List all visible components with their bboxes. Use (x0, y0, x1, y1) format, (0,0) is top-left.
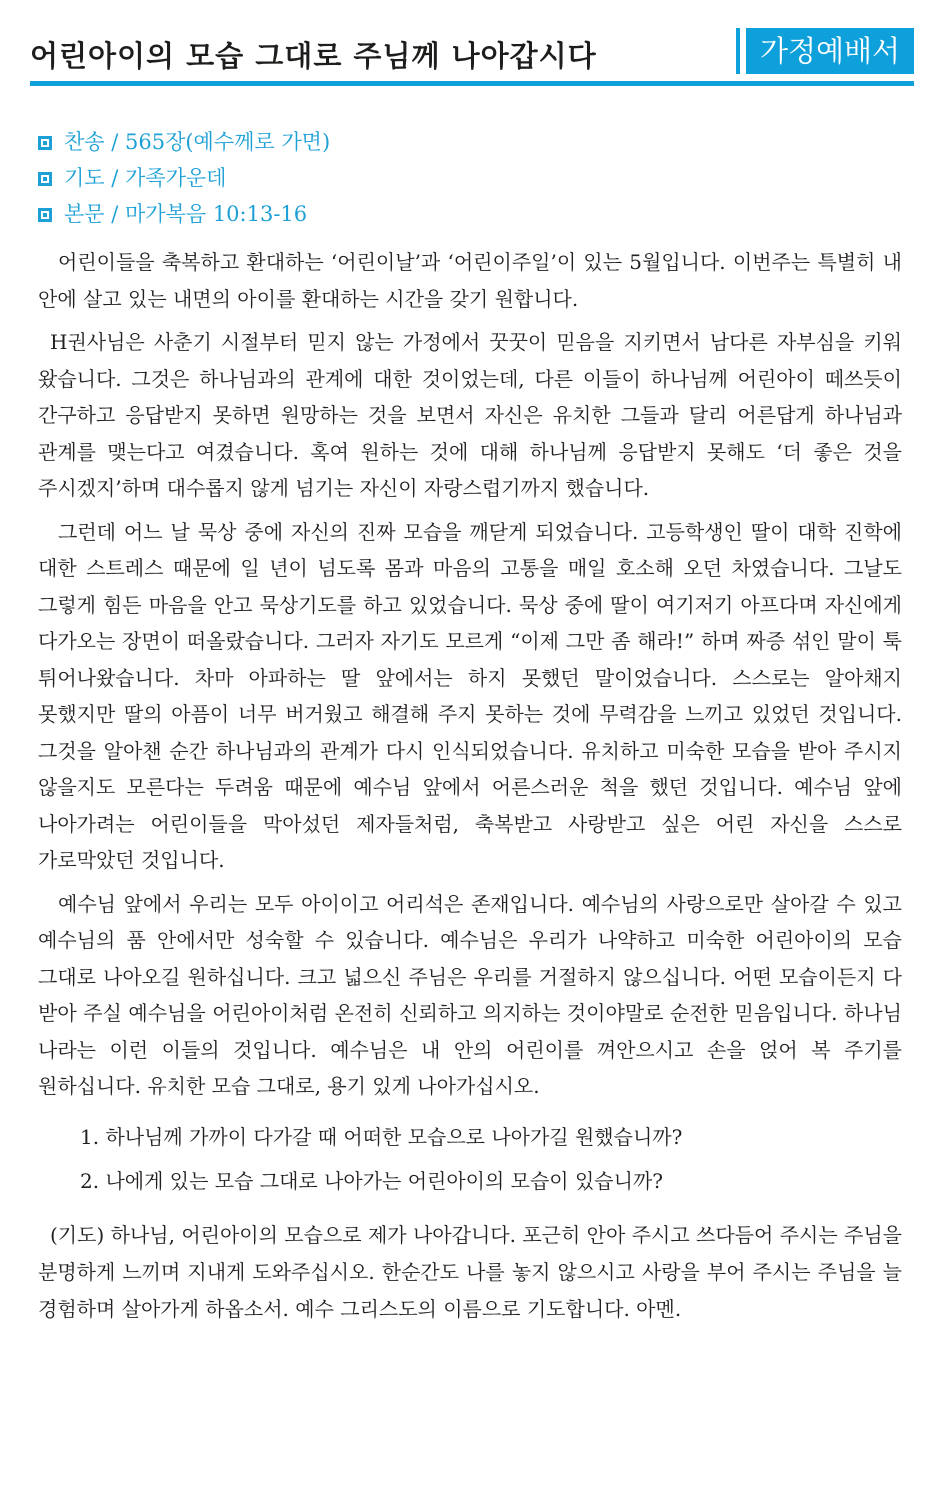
page-title: 어린아이의 모습 그대로 주님께 나아갑시다 (30, 39, 597, 73)
paragraph: H권사님은 사춘기 시절부터 믿지 않는 가정에서 꿋꿋이 믿음을 지키면서 남다른 자부심을 키워 왔습니다. 그것은 하나님과의 관계에 대한 것이었는데, 다른 이들이 하나님께 어린아이 떼쓰듯이 간구하고 응답받지 못하면 원망하는 것을 보면서 자신은 유치한 그들과 달리 어른답게 하나님과 관계를 맺는다고 여겼습니다. 혹여 원하는 것에 대해 하나님께 응답받지 못해도 ‘더 좋은 것을 주시겠지’하며 대수롭지 않게 넘기는 자신이 자랑스럽기까지 했습니다. (38, 330, 902, 500)
header (30, 24, 914, 82)
sermon-body (38, 244, 902, 1328)
closing-prayer: (기도) 하나님, 어린아이의 모습으로 제가 나아갑니다. 포근히 안아 주시고 쓰다듬어 주시는 주님을 분명하게 느끼며 지내게 도와주십시오. 한순간도 나를 놓지 않으시고 사랑을 부어 주시는 주님을 늘 경험하며 살아가게 하옵소서. 예수 그리스도의 이름으로 기도합니다. 아멘. (38, 1222, 902, 1321)
question-item: 1. 하나님께 가까이 다가갈 때 어떠한 모습으로 나아가길 원했습니까? (80, 1124, 683, 1149)
scripture-line (38, 196, 330, 232)
question-item: 2. 나에게 있는 모습 그대로 나아가는 어린아이의 모습이 있습니까? (80, 1168, 663, 1193)
paragraph: 그런데 어느 날 묵상 중에 자신의 진짜 모습을 깨닫게 되었습니다. 고등학생인 딸이 대학 진학에 대한 스트레스 때문에 일 년이 넘도록 몸과 마음의 고통을 매일 호소해 오던 차였습니다. 그날도 그렇게 힘든 마음을 안고 묵상기도를 하고 있었습니다. 묵상 중에 딸이 여기저기 아프다며 자신에게 다가오는 장면이 떠올랐습니다. 그러자 자기도 모르게 “이제 그만 좀 해라!” 하며 짜증 섞인 말이 툭 튀어나왔습니다. 차마 아파하는 딸 앞에서는 하지 못했던 말이었습니다. 스스로는 알아채지 못했지만 딸의 아픔이 너무 버거웠고 해결해 주지 못하는 것에 무력감을 느끼고 있었던 것입니다. 그것을 알아챈 순간 하나님과의 관계가 다시 인식되었습니다. 유치하고 미숙한 모습을 받아 주시지 않을지도 모른다는 두려움 때문에 예수님 앞에서 어른스러운 척을 했던 것입니다. 예수님 앞에 나아가려는 어린이들을 막아섰던 제자들처럼, 축복받고 사랑받고 싶은 어린 자신을 스스로 가로막았던 것입니다. (38, 519, 902, 872)
badge-accent-bar (736, 28, 740, 74)
prayer-line (38, 160, 330, 196)
scripture-text: 본문 / 마가복음 10:13-16 (64, 202, 308, 226)
paragraph: 어린이들을 축복하고 환대하는 ‘어린이날’과 ‘어린이주일’이 있는 5월입니다. 이번주는 특별히 내 안에 살고 있는 내면의 아이를 환대하는 시간을 갖기 원합니다. (38, 250, 902, 311)
hymn-line (38, 124, 330, 160)
paragraph: 예수님 앞에서 우리는 모두 아이이고 어리석은 존재입니다. 예수님의 사랑으로만 살아갈 수 있고 예수님의 품 안에서만 성숙할 수 있습니다. 예수님은 우리가 나약하고 미숙한 어린아이의 모습 그대로 나아오길 원하십니다. 크고 넓으신 주님은 우리를 거절하지 않으십니다. 어떤 모습이든지 다 받아 주실 예수님을 어린아이처럼 온전히 신뢰하고 의지하는 것이야말로 순전한 믿음입니다. 하나님 나라는 이런 이들의 것입니다. 예수님은 내 안의 어린이를 껴안으시고 손을 얹어 복 주기를 원하십니다. 유치한 모습 그대로, 용기 있게 나아가십시오. (38, 891, 902, 1098)
section-badge: 가정예배서 (746, 28, 914, 74)
square-bullet-icon (38, 208, 52, 222)
square-bullet-icon (38, 172, 52, 186)
prayer-leader-text: 기도 / 가족가운데 (64, 166, 227, 190)
discussion-questions (80, 1115, 902, 1203)
title-divider (30, 81, 914, 86)
hymn-text: 찬송 / 565장(예수께로 가면) (64, 130, 331, 154)
worship-info (38, 124, 330, 232)
square-bullet-icon (38, 136, 52, 150)
